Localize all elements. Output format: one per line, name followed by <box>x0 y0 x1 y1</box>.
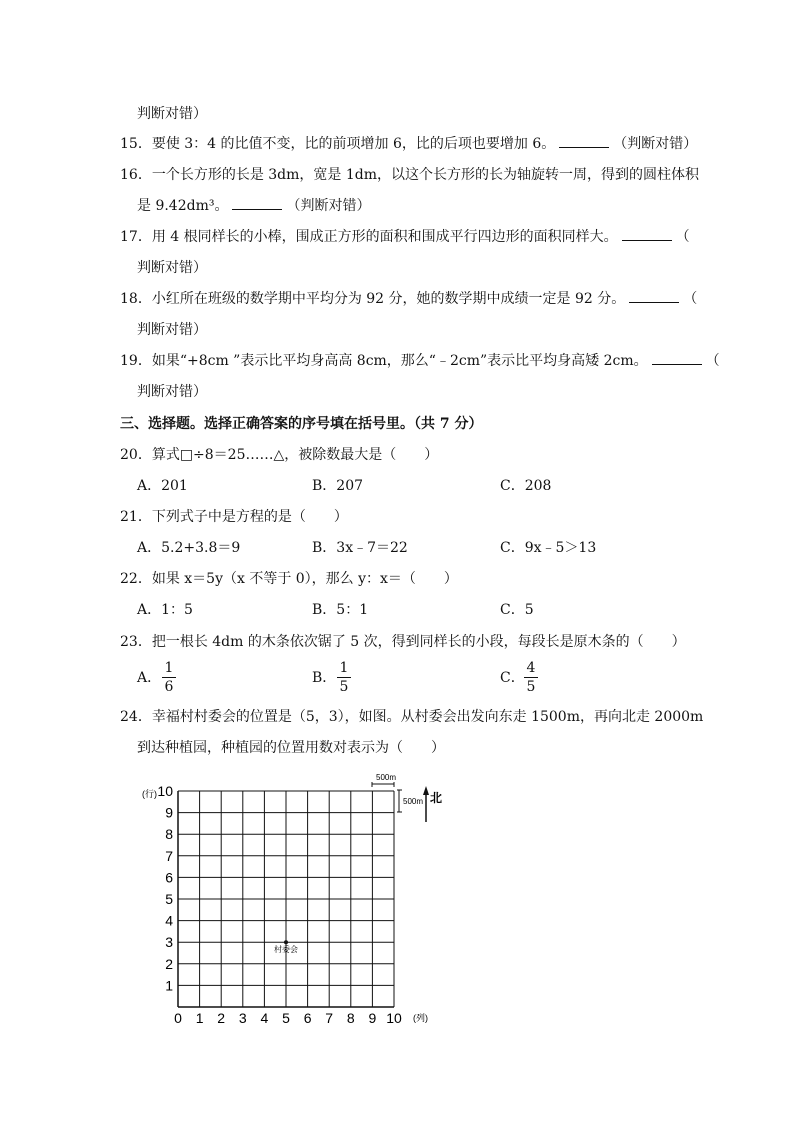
q22-option-a[interactable]: A．1：5 <box>137 602 193 618</box>
scale-horizontal: 500m <box>376 773 397 782</box>
scale-vertical: 500m <box>403 797 424 806</box>
col-unit-label: (列) <box>413 1013 428 1023</box>
section-heading: 三、选择题。选择正确答案的序号填在括号里。（共 7 分） <box>120 416 483 432</box>
grid-lines <box>178 791 394 1007</box>
q23-option-b[interactable]: B． <box>312 670 337 686</box>
q16-line1: 16．一个长方形的长是 3dm，宽是 1dm，以这个长方形的长为轴旋转一周，得到的圆柱体积 <box>120 167 700 183</box>
q17-tail: 判断对错） <box>137 260 207 276</box>
numerator: 1 <box>339 660 349 676</box>
numerator: 4 <box>526 660 536 676</box>
q20-option-a[interactable]: A．201 <box>137 478 188 494</box>
y-tick-label: 1 <box>165 977 173 994</box>
denominator: 6 <box>164 679 174 695</box>
q15-tail: （判断对错） <box>613 136 698 152</box>
q20-stem: 20．算式□÷8＝25……△，被除数最大是（ ） <box>120 447 439 463</box>
y-tick-label: 10 <box>157 783 173 799</box>
x-tick-label: 2 <box>217 1010 226 1026</box>
question-17 <box>120 227 690 247</box>
q22-stem: 22．如果 x＝5y（x 不等于 0），那么 y：x＝（ ） <box>120 571 458 587</box>
q21-option-a[interactable]: A．5.2+3.8＝9 <box>137 540 241 556</box>
answer-blank[interactable] <box>622 228 672 241</box>
village-committee-point <box>284 940 288 944</box>
x-tick-label: 7 <box>325 1010 334 1026</box>
x-tick-label: 3 <box>238 1010 247 1026</box>
x-tick-label: 6 <box>303 1010 312 1026</box>
q23-option-a[interactable]: A． <box>137 670 162 686</box>
q23-fraction-a <box>162 660 176 695</box>
denominator: 5 <box>339 679 349 695</box>
q16-line2: 是 9.42dm³。 <box>137 198 229 214</box>
q22-option-b[interactable]: B．5：1 <box>312 602 369 618</box>
q22-option-c[interactable]: C．5 <box>500 602 534 618</box>
question-19 <box>120 351 720 371</box>
q18-text: 18．小红所在班级的数学期中平均分为 92 分，她的数学期中成绩一定是 92 分。 <box>120 291 626 307</box>
north-label: 北 <box>430 791 443 805</box>
x-tick-label: 10 <box>386 1010 402 1026</box>
q23-fraction-b <box>337 660 351 695</box>
fraction-bar <box>524 677 538 678</box>
y-tick-label: 8 <box>165 826 173 843</box>
question-16-line2 <box>137 196 370 216</box>
row-unit-label: (行) <box>142 789 157 799</box>
question-15 <box>120 134 697 154</box>
x-tick-label: 5 <box>282 1010 290 1026</box>
y-tick-label: 7 <box>165 847 173 864</box>
y-tick-label: 2 <box>165 955 173 972</box>
x-tick-label: 0 <box>174 1010 182 1026</box>
q17-text: 17．用 4 根同样长的小棒，围成正方形的面积和围成平行四边形的面积同样大。 <box>120 229 618 245</box>
q21-option-b[interactable]: B．3x﹣7＝22 <box>312 540 408 556</box>
answer-blank[interactable] <box>652 352 702 365</box>
answer-blank[interactable] <box>629 290 679 303</box>
q21-option-c[interactable]: C．9x﹣5＞13 <box>500 540 597 556</box>
grid-labels <box>157 783 402 1026</box>
q24-line2: 到达种植园，种植园的位置用数对表示为（ ） <box>137 740 445 756</box>
q18-paren: （ <box>683 291 698 307</box>
denominator: 5 <box>526 679 536 695</box>
q23-stem: 23．把一根长 4dm 的木条依次锯了 5 次，得到同样长的小段，每段长是原木条的（ ） <box>120 634 686 650</box>
q19-tail: 判断对错） <box>137 384 207 400</box>
q19-paren: （ <box>705 353 720 369</box>
y-tick-label: 5 <box>165 891 173 907</box>
q23-option-c[interactable]: C． <box>500 670 525 686</box>
q21-stem: 21．下列式子中是方程的是（ ） <box>120 509 348 525</box>
q17-paren: （ <box>675 229 690 245</box>
numerator: 1 <box>164 660 174 676</box>
x-tick-label: 9 <box>368 1010 377 1026</box>
answer-blank[interactable] <box>559 135 609 148</box>
y-tick-label: 3 <box>165 934 173 951</box>
x-tick-label: 1 <box>195 1010 204 1026</box>
y-tick-label: 9 <box>165 804 173 821</box>
q18-tail: 判断对错） <box>137 322 207 338</box>
q20-option-b[interactable]: B．207 <box>312 478 364 494</box>
q19-text: 19．如果“+8cm ”表示比平均身高高 8cm，那么“﹣2cm”表示比平均身高矮 2cm。 <box>120 353 648 369</box>
q23-fraction-c <box>524 660 538 695</box>
answer-blank[interactable] <box>232 197 282 210</box>
question-18 <box>120 289 697 309</box>
fraction-bar <box>162 677 176 678</box>
village-committee-label: 村委会 <box>274 945 298 955</box>
x-tick-label: 4 <box>260 1010 269 1026</box>
y-tick-label: 6 <box>165 869 173 886</box>
q20-option-c[interactable]: C．208 <box>500 478 552 494</box>
fraction-bar <box>337 677 351 678</box>
q14-tail: 判断对错） <box>137 106 207 122</box>
y-tick-label: 4 <box>165 912 173 929</box>
q15-text: 15．要使 3：4 的比值不变，比的前项增加 6，比的后项也要增加 6。 <box>120 136 556 152</box>
x-tick-label: 8 <box>346 1010 355 1026</box>
q16-tail: （判断对错） <box>286 198 371 214</box>
q24-line1: 24．幸福村村委会的位置是（5，3），如图。从村委会出发向东走 1500m，再向北走 2000m <box>120 709 704 725</box>
